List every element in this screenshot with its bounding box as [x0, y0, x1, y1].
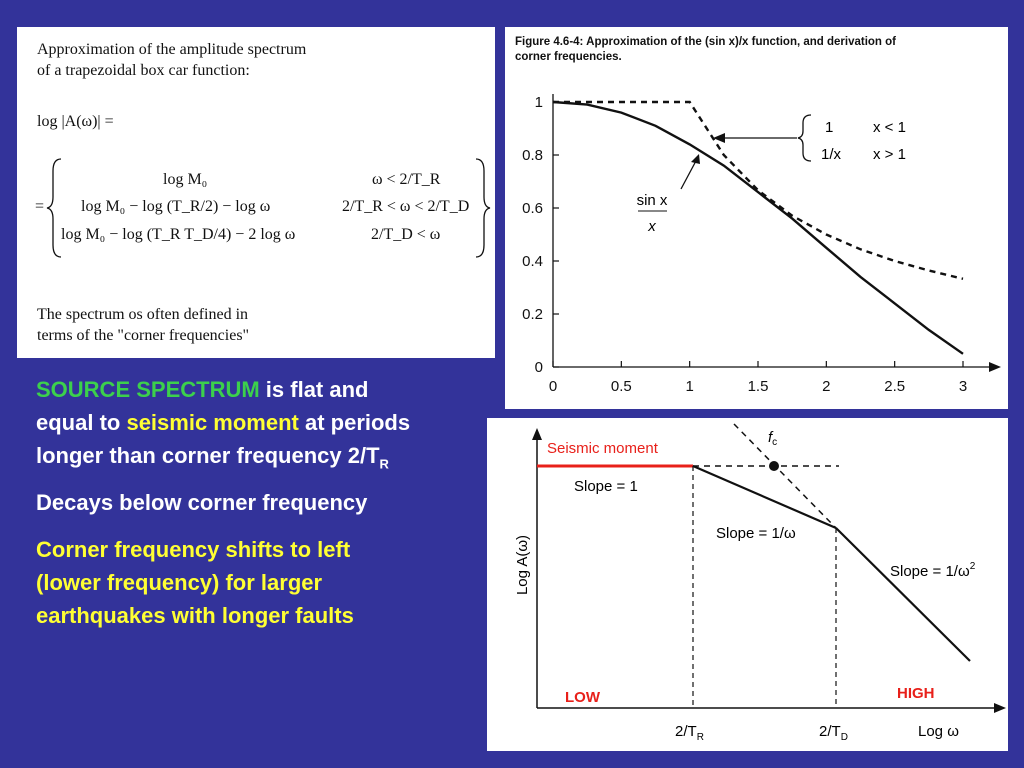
explanation-text — [36, 373, 416, 632]
y-tick-label: 0.8 — [522, 147, 543, 164]
case-2-expression: log M₀ − log (T_R/2) − log ω — [81, 198, 271, 215]
paragraph-decays: Decays below corner frequency — [36, 490, 368, 515]
x-axis-arrowhead — [989, 362, 1001, 372]
p1-subscript: R — [379, 456, 389, 472]
tick-2-td: $2/T_D$ — [819, 723, 848, 743]
equation-lhs: log |A(ω)| = — [37, 113, 114, 130]
sinx-annotation-arrow — [681, 159, 697, 189]
p1-text-a: is flat and equal to — [36, 377, 369, 435]
fc-label: $f_c$ — [768, 429, 778, 448]
caption-line-2: corner frequencies. — [515, 51, 622, 63]
low-label: LOW — [565, 689, 600, 706]
sinx-chart — [505, 27, 1008, 409]
y-tick-label: 1 — [534, 94, 543, 111]
piecewise-value-1: 1 — [825, 119, 834, 136]
case-3-expression: log M₀ − log (T_R T_D/4) − 2 log ω — [61, 226, 296, 243]
x-tick-label: 0.5 — [610, 378, 632, 395]
case-1-expression: log M₀ — [163, 171, 208, 188]
sinx-annotation-denominator: x — [648, 218, 656, 235]
equation-panel — [17, 27, 495, 358]
outro-line-2: terms of the "corner frequencies" — [37, 327, 250, 344]
case-2-condition: 2/T_R < ω < 2/T_D — [342, 198, 470, 215]
case-3-condition: 2/T_D < ω — [371, 226, 441, 243]
piecewise-brace — [798, 115, 811, 161]
x-tick-label: 2 — [822, 378, 831, 395]
y-tick-label: 0.4 — [522, 253, 543, 270]
x-tick-label: 2.5 — [884, 378, 906, 395]
piecewise-condition-2: x > 1 — [873, 146, 906, 163]
x-tick-label: 3 — [958, 378, 968, 395]
x-axis-label: Log ω — [918, 723, 959, 740]
source-spectrum-term: SOURCE SPECTRUM — [36, 377, 260, 402]
equation-intro — [37, 39, 306, 81]
y-axis-arrowhead — [532, 428, 542, 440]
seismic-moment-label: Seismic moment — [547, 440, 658, 457]
steep-extension-dashed — [734, 424, 836, 528]
y-tick-label: 0.6 — [522, 200, 543, 217]
intro-line-1: Approximation of the amplitude spectrum — [37, 41, 307, 58]
equation-equals: = — [35, 198, 45, 215]
figure-sinx-panel — [505, 27, 1008, 409]
corner-frequency-point — [769, 461, 779, 471]
slope-1-label: Slope = 1 — [574, 478, 638, 495]
p1-text-b: at periods longer than corner frequency 2/T — [36, 410, 411, 468]
case-1-condition: ω < 2/T_R — [372, 171, 441, 188]
right-brace — [474, 157, 494, 259]
equation-outro — [37, 304, 249, 346]
intro-line-2: of a trapezoidal box car function: — [37, 62, 250, 79]
piecewise-value-2: 1/x — [821, 146, 842, 163]
slope-omega2-segment — [836, 528, 970, 661]
paragraph-source-spectrum — [36, 373, 416, 472]
x-tick-label: 1.5 — [747, 378, 769, 395]
outro-line-1: The spectrum os often defined in — [37, 306, 249, 323]
slope-omega-segment — [693, 466, 836, 528]
high-label: HIGH — [897, 685, 935, 702]
seismic-moment-term: seismic moment — [126, 410, 299, 435]
y-axis-label: Log A(ω) — [514, 534, 531, 596]
x-tick-label: 1 — [685, 378, 694, 395]
piecewise-arrowhead — [713, 133, 725, 143]
y-tick-label: 0.2 — [522, 306, 543, 323]
y-tick-label: 0 — [534, 359, 543, 376]
slope-omega2-label: Slope = $1/\omega^2$ — [890, 561, 976, 580]
caption-line-1: Figure 4.6-4: Approximation of the (sin x)/x function, and derivation of — [515, 36, 897, 48]
sinx-annotation-numerator: sin x — [636, 192, 668, 209]
tick-2-tr: $2/T_R$ — [675, 723, 704, 743]
piecewise-condition-1: x < 1 — [873, 119, 906, 136]
sinx-annotation-arrowhead — [691, 154, 700, 164]
paragraph-corner-shift: Corner frequency shifts to left (lower frequency) for larger earthquakes with longer faults — [36, 537, 354, 628]
slope-omega-label: Slope = 1/ω — [716, 525, 796, 542]
figure-spectrum-panel — [487, 418, 1008, 751]
spectrum-diagram — [487, 418, 1008, 751]
x-axis-arrowhead — [994, 703, 1006, 713]
x-tick-label: 0 — [548, 378, 558, 395]
sinx-curve — [553, 102, 963, 354]
